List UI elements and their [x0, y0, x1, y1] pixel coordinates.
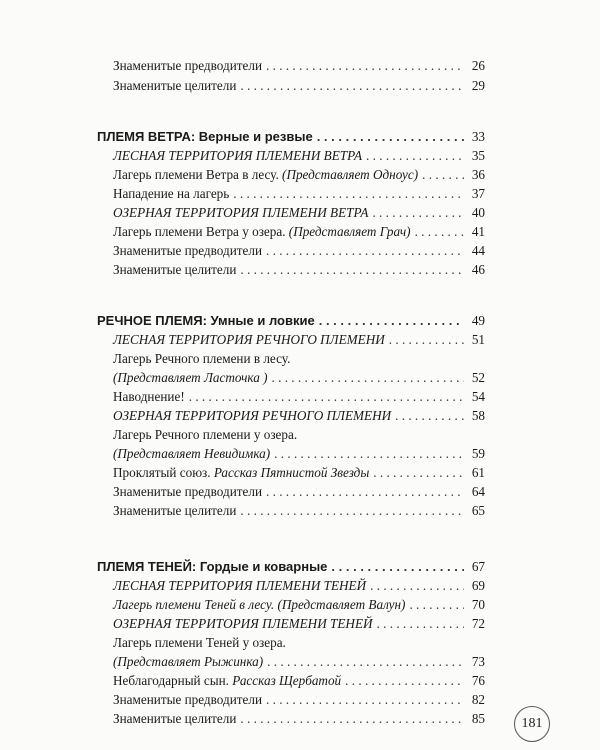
toc-wind-leaders: Знаменитые предводители . . . 44	[113, 241, 485, 261]
toc-river-lake-camp-cont: (Представляет Невидимка) . . . 59	[113, 444, 485, 464]
toc-shadow-lake-territory: ОЗЕРНАЯ ТЕРРИТОРИЯ ПЛЕМЕНИ ТЕНЕЙ . . . 72	[113, 614, 485, 634]
toc-river-leaders: Знаменитые предводители . . . 64	[113, 482, 485, 502]
toc-section-river: РЕЧНОЕ ПЛЕМЯ: Умные и ловкие . . . 49	[97, 311, 485, 331]
toc-section-shadow: ПЛЕМЯ ТЕНЕЙ: Гордые и коварные . . . 67	[97, 557, 485, 577]
toc-wind-forest-territory: ЛЕСНАЯ ТЕРРИТОРИЯ ПЛЕМЕНИ ВЕТРА . . . 35	[113, 146, 485, 166]
toc-river-lake-camp: Лагерь Речного племени у озера.	[113, 427, 298, 442]
toc-wind-lake-camp: Лагерь племени Ветра у озера. (Представляет Грач) . . . 41	[113, 222, 485, 242]
toc-wind-attack: Нападение на лагерь . . . 37	[113, 184, 485, 204]
toc-river-forest-territory: ЛЕСНАЯ ТЕРРИТОРИЯ РЕЧНОГО ПЛЕМЕНИ . . . 51	[113, 330, 485, 350]
toc-wind-lake-territory: ОЗЕРНАЯ ТЕРРИТОРИЯ ПЛЕМЕНИ ВЕТРА . . . 40	[113, 203, 485, 223]
toc-shadow-leaders: Знаменитые предводители . . . 82	[113, 690, 485, 710]
toc-shadow-lake-camp: Лагерь племени Теней у озера.	[113, 635, 286, 650]
toc-river-flood: Наводнение! . . . 54	[113, 387, 485, 407]
toc-river-cursed-union: Проклятый союз. Рассказ Пятнистой Звезды . . . 61	[113, 463, 485, 483]
page-number: 181	[521, 716, 543, 731]
toc-wind-forest-camp: Лагерь племени Ветра в лесу. (Представляет Одноус) . . . 36	[113, 165, 485, 185]
toc-entry-leaders-0: Знаменитые предводители . . . 26	[113, 56, 485, 76]
toc-shadow-healers: Знаменитые целители . . . 85	[113, 709, 485, 729]
page-number-badge	[514, 706, 550, 742]
toc-river-forest-camp: Лагерь Речного племени в лесу.	[113, 351, 291, 366]
toc-river-healers: Знаменитые целители . . . 65	[113, 501, 485, 521]
toc-wind-healers: Знаменитые целители . . . 46	[113, 260, 485, 280]
toc-shadow-forest-camp: Лагерь племени Теней в лесу. (Представляет Валун) . . . 70	[113, 595, 485, 615]
toc-shadow-forest-territory: ЛЕСНАЯ ТЕРРИТОРИЯ ПЛЕМЕНИ ТЕНЕЙ . . . 69	[113, 576, 485, 596]
toc-section-wind: ПЛЕМЯ ВЕТРА: Верные и резвые . . . 33	[97, 127, 485, 147]
toc-shadow-ungrateful-son: Неблагодарный сын. Рассказ Щербатой . . . 76	[113, 671, 485, 691]
toc-river-forest-camp-cont: (Представляет Ласточка ) . . . 52	[113, 368, 485, 388]
toc-shadow-lake-camp-cont: (Представляет Рыжинка) . . . 73	[113, 652, 485, 672]
toc-entry-healers-0: Знаменитые целители . . . 29	[113, 76, 485, 96]
toc-river-lake-territory: ОЗЕРНАЯ ТЕРРИТОРИЯ РЕЧНОГО ПЛЕМЕНИ . . . 58	[113, 406, 485, 426]
